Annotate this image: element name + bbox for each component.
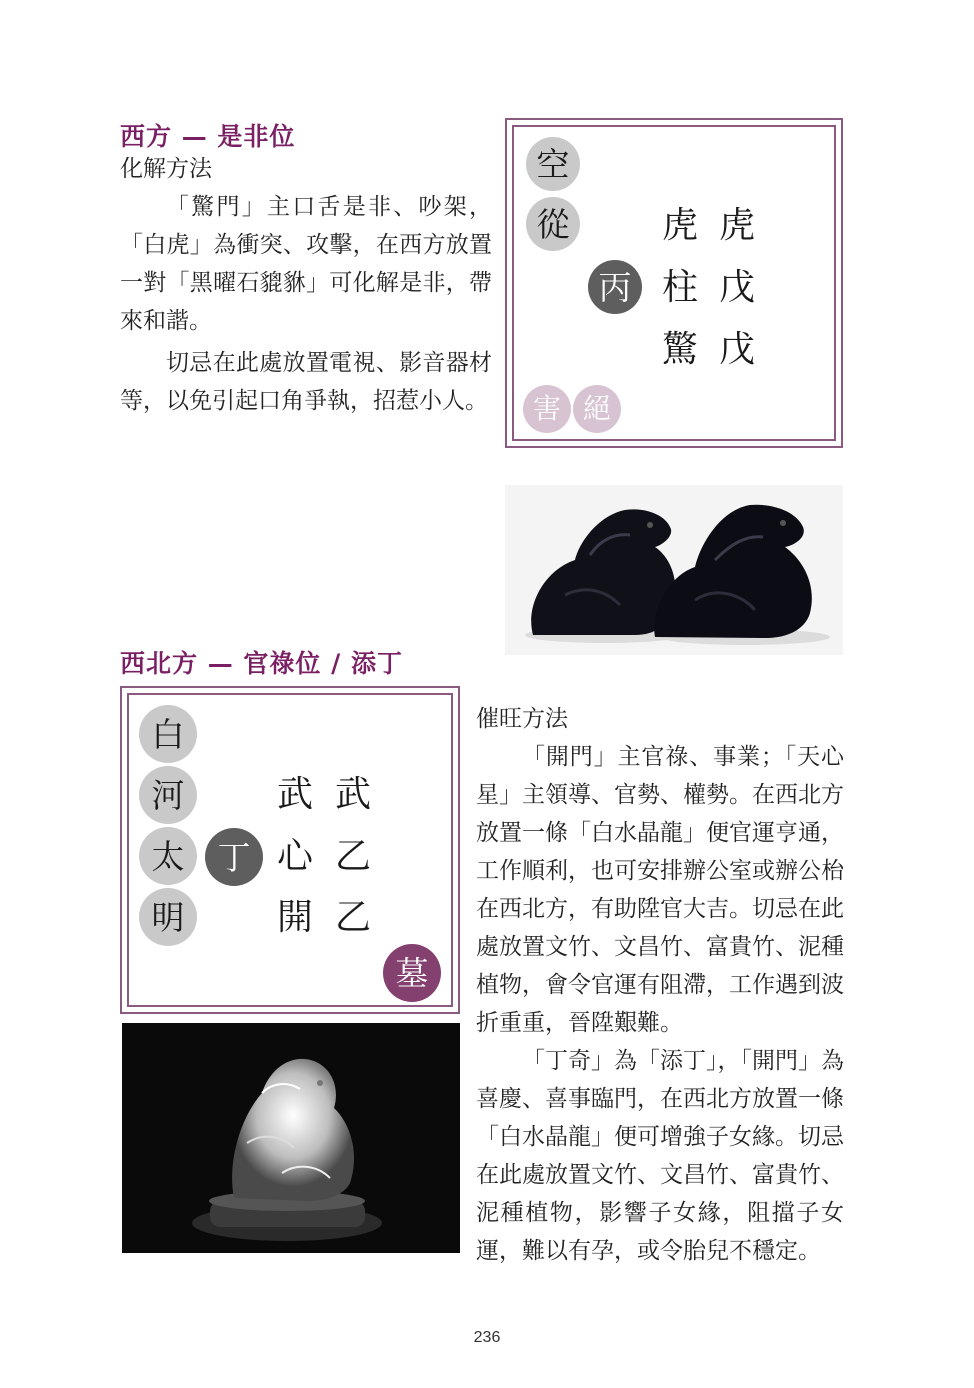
west-text (120, 150, 492, 420)
northwest-qimen-chart (120, 686, 460, 1014)
chart-glyph: 柱 (662, 267, 699, 308)
chart-circle-tai: 太 (139, 827, 197, 885)
chart-circle-kong: 空 (526, 137, 580, 191)
west-subheading: 化解方法 (120, 156, 212, 182)
obsidian-pixiu-photo (505, 485, 843, 655)
northwest-paragraph-1: 「開門」主官祿、事業；「天心星」主領導、官勢、權勢。在西北方放置一條「白水晶龍」便官運亨通，工作順利，也可安排辦公室或辦公枱在西北方，有助陞官大吉。切忌在此處放置文竹、文昌竹、富貴竹、泥種植物，會令官運有阻滯，工作遇到波折重重，晉陞艱難。 (476, 744, 844, 1036)
northwest-subheading: 催旺方法 (476, 706, 568, 732)
chart-circle-bai: 白 (139, 705, 197, 763)
chart-circle-mu: 墓 (383, 944, 441, 1002)
west-qimen-chart (505, 118, 843, 448)
chart-circle-ming: 明 (139, 888, 197, 946)
chart-circle-bing: 丙 (588, 260, 642, 314)
chart-circle-he: 河 (139, 766, 197, 824)
chart-glyph: 開 (277, 897, 314, 938)
chart-glyph: 乙 (335, 897, 372, 938)
chart-circle-jue: 絕 (573, 385, 621, 433)
chart-glyph: 心 (277, 836, 314, 877)
chart-circle-ding: 丁 (205, 828, 263, 886)
chart-glyph: 戊 (719, 267, 756, 308)
crystal-dragon-photo (122, 1023, 460, 1253)
page-number: 236 (473, 1329, 501, 1346)
northwest-text (476, 700, 844, 1270)
northwest-paragraph-2: 「丁奇」為「添丁」，「開門」為喜慶、喜事臨門，在西北方放置一條「白水晶龍」便可增強子女緣。切忌在此處放置文竹、文昌竹、富貴竹、泥種植物，影響子女緣，阻擋子女運，難以有孕，或令胎兒不穩定。 (476, 1048, 844, 1264)
chart-glyph: 虎 (662, 205, 699, 246)
chart-glyph: 武 (335, 774, 372, 815)
west-heading: 西方 — 是非位 (120, 122, 296, 151)
chart-glyph: 武 (277, 774, 314, 815)
chart-glyph: 驚 (662, 329, 699, 370)
chart-glyph: 乙 (335, 836, 372, 877)
west-paragraph-2: 切忌在此處放置電視、影音器材等，以免引起口角爭執，招惹小人。 (120, 350, 492, 414)
chart-glyph: 戊 (719, 329, 756, 370)
chart-glyph: 虎 (719, 205, 756, 246)
west-paragraph-1: 「驚門」主口舌是非、吵架，「白虎」為衝突、攻擊，在西方放置一對「黑曜石貔貅」可化解是非，帶來和諧。 (120, 194, 492, 334)
chart-circle-cong: 從 (526, 197, 580, 251)
chart-circle-hai: 害 (523, 385, 571, 433)
northwest-heading: 西北方 — 官祿位 / 添丁 (120, 649, 403, 678)
